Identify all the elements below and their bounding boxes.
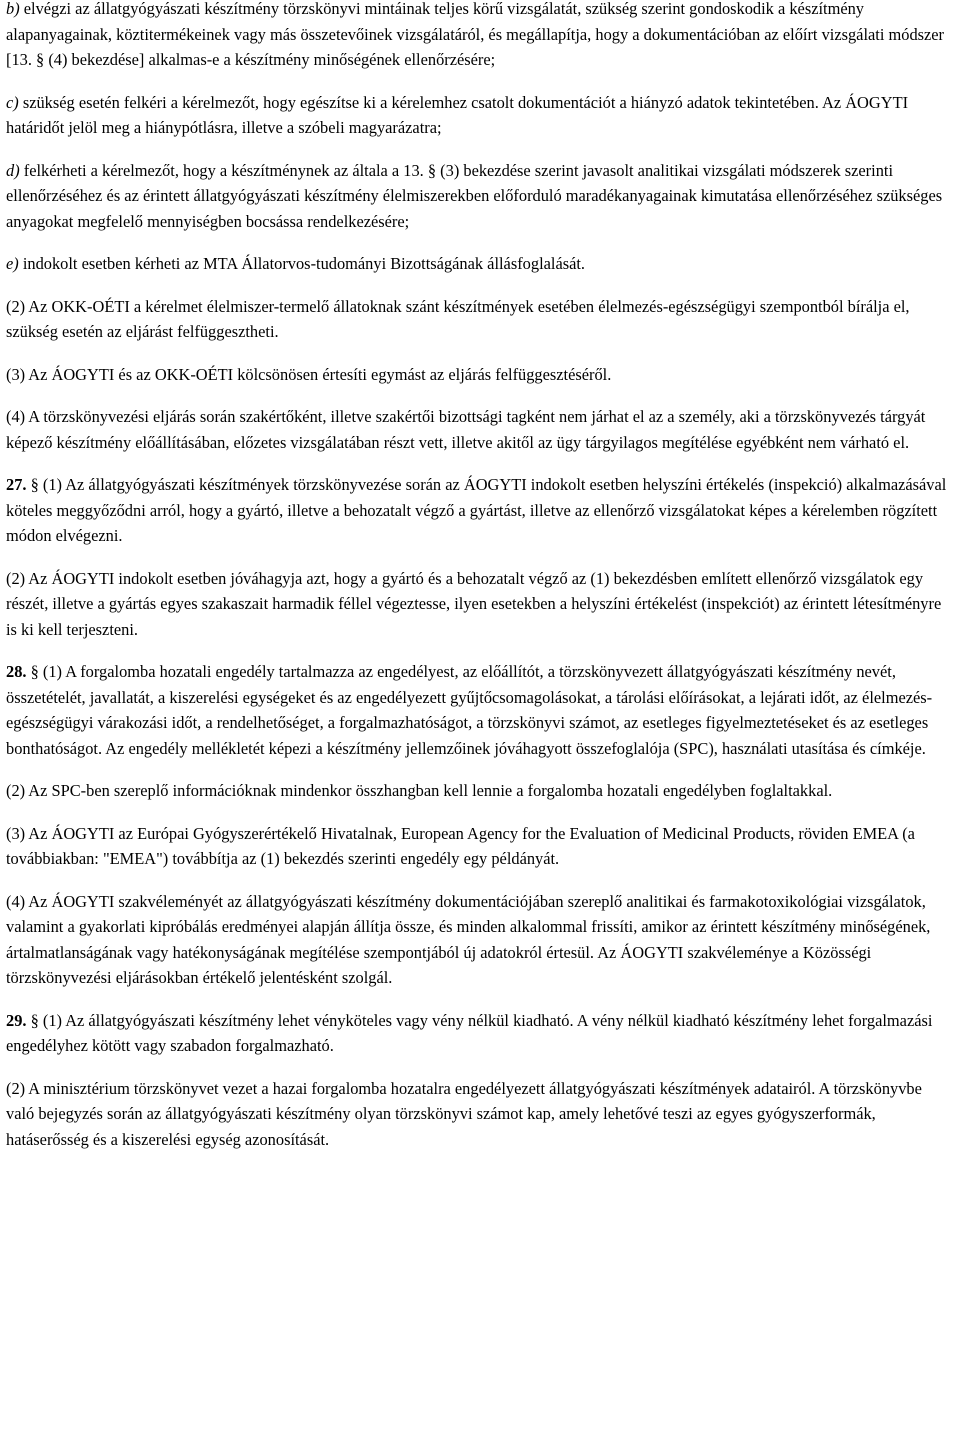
paragraph-text: § (1) A forgalomba hozatali engedély tartalmazza az engedélyest, az előállítót, a törzskönyvezett állatgyógyászati készítmény nevét, összetételét, javallatát, a kiszerelési egységeket és az engedélyezett gyűjtőcsomagolásokat, a tárolási előírásokat, a lejárati időt, az élelmezés-egészségügyi várakozási időt, a rendelhetőséget, a forgalmazhatóságot, a törzskönyvi számot, az esetleges figyelmeztetéseket és az esetleges bonthatóságot. Az engedély mellékletét képezi a készítmény jellemzőinek jóváhagyott összefoglalója (SPC), használati utasítása és címkéje. xyxy=(6,662,933,758)
section-27-paragraph-2 xyxy=(6,566,954,643)
paragraph-26-3 xyxy=(6,362,954,388)
section-28-paragraph-4 xyxy=(6,889,954,991)
paragraph-text: felkérheti a kérelmezőt, hogy a készítménynek az általa a 13. § (3) bekezdése szerint javasolt analitikai vizsgálati módszerek szerinti ellenőrzéséhez és az érintett állatgyógyászati készítmény élelmiszerekben előforduló maradékanyagainak kimutatása ellenőrzéséhez szükséges anyagokat megfelelő mennyiségben bocsássa rendelkezésére; xyxy=(6,160,943,231)
section-28-paragraph-2 xyxy=(6,778,954,804)
paragraph-text: (3) Az ÁOGYTI az Európai Gyógyszerértékelő Hivatalnak, European Agency for the Evaluation of Medicinal Products, röviden EMEA (a továbbiakban: "EMEA") továbbítja az (1) bekezdés szerinti engedély egy példányát. xyxy=(6,823,915,868)
paragraph-text: § (1) Az állatgyógyászati készítmények törzskönyvezése során az ÁOGYTI indokolt esetben helyszíni értékelés (inspekció) alkalmazásával köteles meggyőződni arról, hogy a gyártó, illetve a behozatalt végző a gyártást, illetve az ellenőrző vizsgálatokat képes a kérelemben rögzített módon elvégezni. xyxy=(6,475,947,545)
item-letter: e) xyxy=(6,254,19,273)
paragraph-text: (2) Az OKK-OÉTI a kérelmet élelmiszer-termelő állatoknak szánt készítmények esetében élelmezés-egészségügyi szempontból bírálja el, szükség esetén az eljárást felfüggesztheti. xyxy=(6,296,910,341)
paragraph-text: (3) Az ÁOGYTI és az OKK-OÉTI kölcsönösen értesíti egymást az eljárás felfüggesztéséről. xyxy=(6,364,612,384)
paragraph-text: szükség esetén felkéri a kérelmezőt, hogy egészítse ki a kérelemhez csatolt dokumentációt a hiányzó adatok tekintetében. Az ÁOGYTI határidőt jelöl meg a hiánypótlásra, illetve a szóbeli magyarázatra; xyxy=(6,92,909,137)
paragraph-text: indokolt esetben kérheti az MTA Állatorvos-tudományi Bizottságának állásfoglalását. xyxy=(18,254,586,273)
paragraph-c xyxy=(6,90,954,141)
section-28-paragraph-3 xyxy=(6,821,954,872)
paragraph-text: (4) Az ÁOGYTI szakvéleményét az állatgyógyászati készítmény dokumentációjában szereplő analitikai és farmakotoxikológiai vizsgálatok, valamint a gyakorlati kipróbálás eredményei alapján állítja össze, és minden alkalommal frissíti, amikor az érintett készítmény minőségének, ártalmatlanságának vagy hatékonyságának megítélése szempontjából új adatokról értesül. Az ÁOGYTI szakvéleménye a Közösségi törzskönyvezési eljárásokban értékelő jelentésként szolgál. xyxy=(6,891,931,987)
section-number: 29. xyxy=(6,1010,27,1030)
paragraph-text: (2) A minisztérium törzskönyvet vezet a hazai forgalomba hozatalra engedélyezett állatgyógyászati készítmények adatairól. A törzskönyvbe való bejegyzés során az állatgyógyászati készítmény olyan törzskönyvi számot kap, amely lehetővé teszi az egyes gyógyszerformák, hatáserősség és a kiszerelési egység azonosítását. xyxy=(6,1078,922,1149)
item-letter: c) xyxy=(6,92,19,112)
paragraph-text: (2) Az ÁOGYTI indokolt esetben jóváhagyja azt, hogy a gyártó és a behozatalt végző az (1) bekezdésben említett ellenőrző vizsgálatok egy részét, illetve a gyártás egyes szakaszait harmadik féllel végeztesse, ilyen esetekben a helyszíni értékelést (inspekciót) az érintett létesítményre is ki kell terjeszteni. xyxy=(6,568,942,639)
paragraph-d xyxy=(6,158,954,235)
section-28-paragraph-1 xyxy=(6,659,954,761)
section-29-paragraph-2 xyxy=(6,1076,954,1153)
paragraph-text: § (1) Az állatgyógyászati készítmény lehet vényköteles vagy vény nélkül kiadható. A vény nélkül kiadható készítmény lehet forgalmazási engedélyhez kötött vagy szabadon forgalmazható. xyxy=(6,1010,933,1055)
item-letter: d) xyxy=(6,160,20,180)
paragraph-text: (4) A törzskönyvezési eljárás során szakértőként, illetve szakértői bizottsági tagként nem járhat el az a személy, aki a törzskönyvezés tárgyát képező készítmény előállításában, előzetes vizsgálatában részt vett, illetve akitől az ügy tárgyilagos megítélése egyébként nem várható el. xyxy=(6,407,926,452)
paragraph-text: elvégzi az állatgyógyászati készítmény törzskönyvi mintáinak teljes körű vizsgálatát, szükség szerint gondoskodik a készítmény alapanyagainak, köztitermékeinek vagy más összetevőinek vizsgálatáról, és megállapítja, hogy a dokumentációban az előírt vizsgálati módszer [13. § (4) bekezdése] alkalmas-e a készítmény minőségének ellenőrzésére; xyxy=(6,0,945,69)
section-27-paragraph-1 xyxy=(6,472,954,549)
paragraph-26-2 xyxy=(6,294,954,345)
section-number: 28. xyxy=(6,662,27,681)
paragraph-text: (2) Az SPC-ben szereplő információknak mindenkor összhangban kell lennie a forgalomba hozatali engedélyben foglaltakkal. xyxy=(6,781,833,800)
paragraph-b xyxy=(6,0,954,73)
paragraph-26-4 xyxy=(6,404,954,455)
section-29-paragraph-1 xyxy=(6,1008,954,1059)
section-number: 27. xyxy=(6,475,27,494)
item-letter: b) xyxy=(6,0,20,18)
paragraph-e xyxy=(6,251,954,277)
